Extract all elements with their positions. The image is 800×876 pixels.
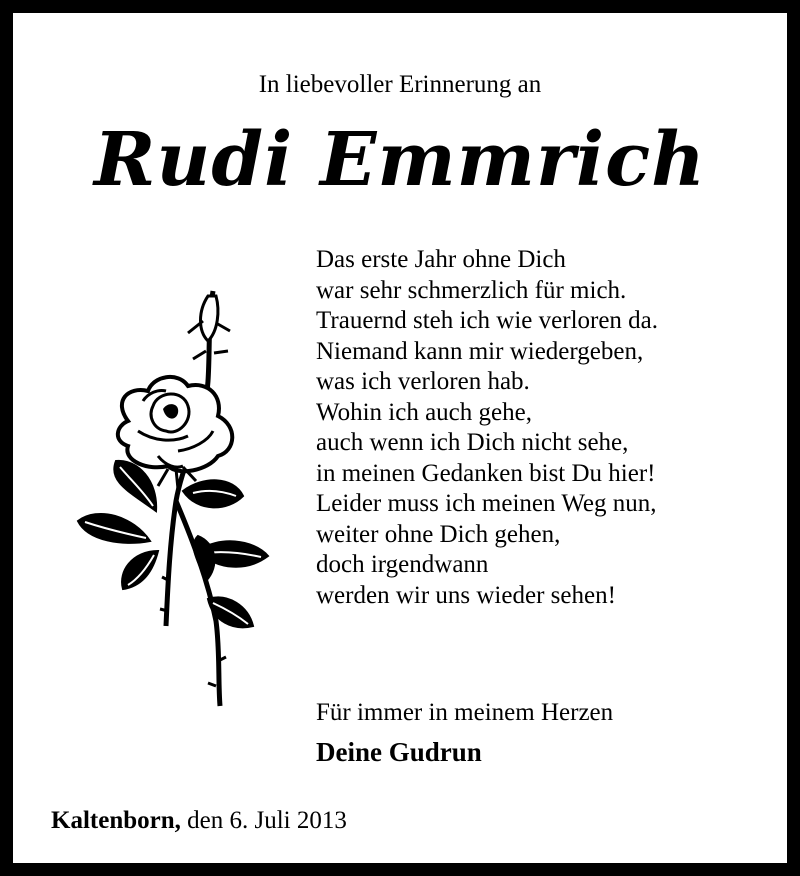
poem (316, 245, 776, 611)
intro-line: In liebevoller Erinnerung an (258, 71, 542, 98)
poem-line: werden wir uns wieder sehen! (316, 581, 616, 609)
poem-line: in meinen Gedanken bist Du hier! (316, 459, 656, 487)
poem-line: Trauernd steh ich wie verloren da. (316, 307, 659, 334)
place-date (51, 806, 751, 836)
rose-icon (58, 281, 278, 711)
poem-line: Wohin ich auch gehe, (316, 398, 532, 426)
poem-line: doch irgendwann (316, 551, 489, 578)
deceased-name: Rudi Emmrich (94, 117, 706, 203)
place: Kaltenborn, (51, 807, 181, 834)
poem-line: weiter ohne Dich gehen, (316, 520, 561, 548)
poem-line: auch wenn ich Dich nicht sehe, (316, 429, 629, 456)
poem-line: was ich verloren hab. (316, 368, 530, 395)
date: den 6. Juli 2013 (187, 807, 347, 834)
closing-line: Für immer in meinem Herzen (316, 699, 614, 726)
poem-line: Das erste Jahr ohne Dich (316, 246, 566, 273)
poem-line: Niemand kann mir wiedergeben, (316, 337, 644, 365)
poem-line: Leider muss ich meinen Weg nun, (316, 490, 657, 517)
signature: Deine Gudrun (316, 737, 482, 767)
poem-line: war sehr schmerzlich für mich. (316, 276, 627, 304)
